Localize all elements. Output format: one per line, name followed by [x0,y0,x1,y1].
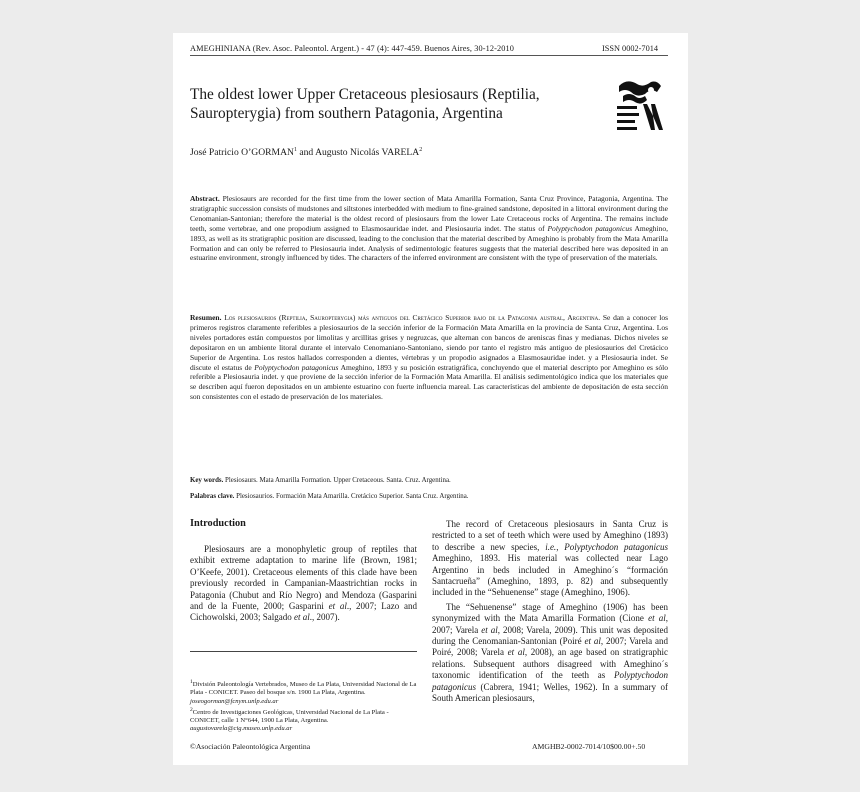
intro-text: , 2007; Varela [432,613,668,635]
palabras-label: Palabras clave. [190,493,235,500]
journal-logo-icon [613,76,665,132]
intro-text: , 2008; Varela, 2009). This unit was deposited during the Cenomanian-Santonian (Poiré [432,624,668,647]
intro-text: Plesiosaurs are a monophyletic group of reptiles that exhibit extreme adaptation to marine life (Brown, 1981; O’Keefe, 2001). Cretaceous elements of this clade have been previously recorded in Campanian-Maastrichtian rocks in Patagonia (Chubut and Río Negro) and Mendoza (Gasparini and de la Fuente, 2000; Gasparini [190,544,417,612]
et-al: et al [294,612,310,623]
section-heading-introduction: Introduction [190,518,246,529]
abstract-label: Abstract. [190,194,220,203]
footnotes [190,678,417,734]
intro-text: Ameghino, 1893. His material was collected near Lago Argentino in beds included in Ameghino´s “formación Santacrueña” (Ameghino, 1893, p. 82) and subsequently included in the “Sehuenense” stage (Ameghino, 1906). [432,553,668,598]
resumen-text-1: . Se dan a conocer los primeros registros claramente referibles a plesiosaurios de la sección inferior de la Formación Mata Amarilla en la provincia de Santa Cruz, Argentina. Los niveles portadores están compuestos por limolitas y arcillitas grises y negruzcas, que alternan con bancos de areniscas finas y medianas. Dichos niveles se depositaron en un ambiente litoral durante el intervalo Cenomaniano-Santoniano, siendo por tanto el registro más antiguo de plesiosaurios del Cretácico Superior de Argentina. Los restos hallados corresponden a dientes, vértebras y un propodio asignados a Elasmosauridae indet. y a Plesiosauria indet. Se discute el estatus de [190,313,668,372]
footnote-1-text: División Paleontología Vertebrados, Museo de La Plata, Universidad Nacional de La Plata - CONICET. Paseo del bosque s/n. 1900 La Plata, Argentina. [190,681,417,697]
taxon-name: Polyptychodon patagonicus [432,670,668,692]
footnote-2 [190,706,417,734]
intro-text: The record of Cretaceous plesiosaurs in Santa Cruz is restricted to a set of teeth which were used by Ameghino (1893) to describe a new species, [432,519,668,552]
keywords-text: Plesiosaurs. Mata Amarilla Formation. Upper Cretaceous. Santa. Cruz. Argentina. [223,477,451,484]
et-al: et al [584,636,601,647]
palabras-text: Plesiosaurios. Formación Mata Amarilla. Cretácico Superior. Santa Cruz. Argentina. [234,493,469,500]
ie: i.e. [545,541,557,552]
intro-text: ., 2007). [309,612,340,623]
abstract [190,194,668,263]
article-title: The oldest lower Upper Cretaceous plesiosaurs (Reptilia, Sauropterygia) from southern Patagonia, Argentina [190,86,540,122]
abstract-taxon: Polyptychodon patagonicus [547,223,632,233]
et-al: et al [507,647,525,658]
resumen-title: Los plesiosaurios (Reptilia, Sauropterygia) más antiguos del Cretácico Superior bajo de la Patagonia austral, Argentina [224,313,599,322]
intro-paragraph-2 [432,519,668,599]
resumen-text-2: Ameghino, 1893 y su posición estratigráfica, concluyendo que el material descripto por Ameghino es sólo referible a Plesiosauria indet. y que proviene de la sección inferior de la Formación Mata Amarilla. El análisis sedimentológico indica que los materiales que se describen aquí fueron depositados en un ambiente estuarino con fuerte influencia mareal. Las características del ambiente de depositación de esta sección son consistentes con el estado de preservación de los materiales. [190,362,669,402]
authors [190,147,422,158]
author-1-affiliation: 1 [293,147,297,153]
intro-text: ., 2007; Lazo and Cichowolski, 2003; Salgado [190,601,417,623]
footnote-2-text: Centro de Investigaciones Geológicas, Universidad Nacional de La Plata - CONICET, calle 1 N°644, 1900 La Plata, Argentina. [190,708,389,725]
taxon-name: Polyptychodon patagonicus [564,541,669,552]
author-2: Augusto Nicolás VARELA [315,147,420,159]
resumen-label: Resumen. [190,313,222,322]
footer-code: AMGHB2-0002-7014/10$00.00+.50 [532,742,646,751]
et-al: et al [328,601,347,612]
issn: ISSN 0002-7014 [602,44,659,53]
resumen-taxon: Polyptychodon patagonicus [254,362,339,372]
abstract-text-2: Ameghino, 1893, as well as its stratigraphic position are discussed, leading to the conclusion that the material described by Ameghino is probably from the Mata Amarilla Formation and can only be referred to Plesiosauria indet. Analysis of sedimentologic features suggests that the material described here was deposited in an estuarine environment, strongly influenced by tides. The characters of the inferred environment are consistent with the type of preservation of the materials. [190,223,668,263]
intro-paragraph-1 [190,544,417,624]
intro-left-column [190,544,417,624]
author-2-affiliation: 2 [419,147,423,153]
et-al: et al [648,613,666,624]
intro-text: , [556,541,565,552]
footnote-rule [190,651,417,652]
et-al: et al [481,624,498,635]
palabras-clave [190,493,469,500]
intro-text: (Cabrera, 1941; Welles, 1962). In a summary of South American plesiosaurs, [432,681,668,704]
footnote-1-email[interactable]: joseogorman@fcnym.unlp.edu.ar [190,697,279,705]
abstract-text-1: Plesiosaurs are recorded for the first time from the lower section of Mata Amarilla Formation, Santa Cruz Province, Patagonia, Argentina. The stratigraphic succession consists of mudstones and siltstones interbedded with medium to fine-grained sandstone, deposited in a littoral environment during the Cenomanian-Santonian; therefore the material is the oldest record of plesiosaurs from the lower Late Cretaceous rocks of Argentina. The remains include teeth, some vertebrae, and one propodium assigned to Elasmosauridae indet. and Plesiosauria indet. The status of [190,194,669,233]
author-connector: and [296,147,316,159]
resumen [190,313,668,402]
header-rule [190,55,668,56]
footnote-1 [190,678,417,706]
intro-text: , 2008), an age based on stratigraphic relations. Subsequent authors disagreed with Ameghino´s taxonomic identification of the teeth as [432,647,668,681]
keywords [190,477,451,484]
intro-text: The “Sehuenense” stage of Ameghino (1906) has been synonymized with the Mata Amarilla Formation (Cione [432,601,668,624]
intro-paragraph-3 [432,602,668,705]
author-1: José Patricio O’GORMAN [190,147,294,159]
journal-header: AMEGHINIANA (Rev. Asoc. Paleontol. Argent.) - 47 (4): 447-459. Buenos Aires, 30-12-2010 [190,44,514,53]
intro-text: , 2007; Varela and Poiré, 2008; Varela [432,636,669,658]
keywords-label: Key words. [190,477,224,484]
footnote-1-mark: 1 [190,679,193,685]
intro-right-column [432,519,668,705]
footnote-2-email[interactable]: augustovarela@cig.museo.unlp.edu.ar [190,725,293,733]
footnote-2-mark: 2 [190,706,193,713]
footer-copyright: ©Asociación Paleontológica Argentina [190,742,311,751]
